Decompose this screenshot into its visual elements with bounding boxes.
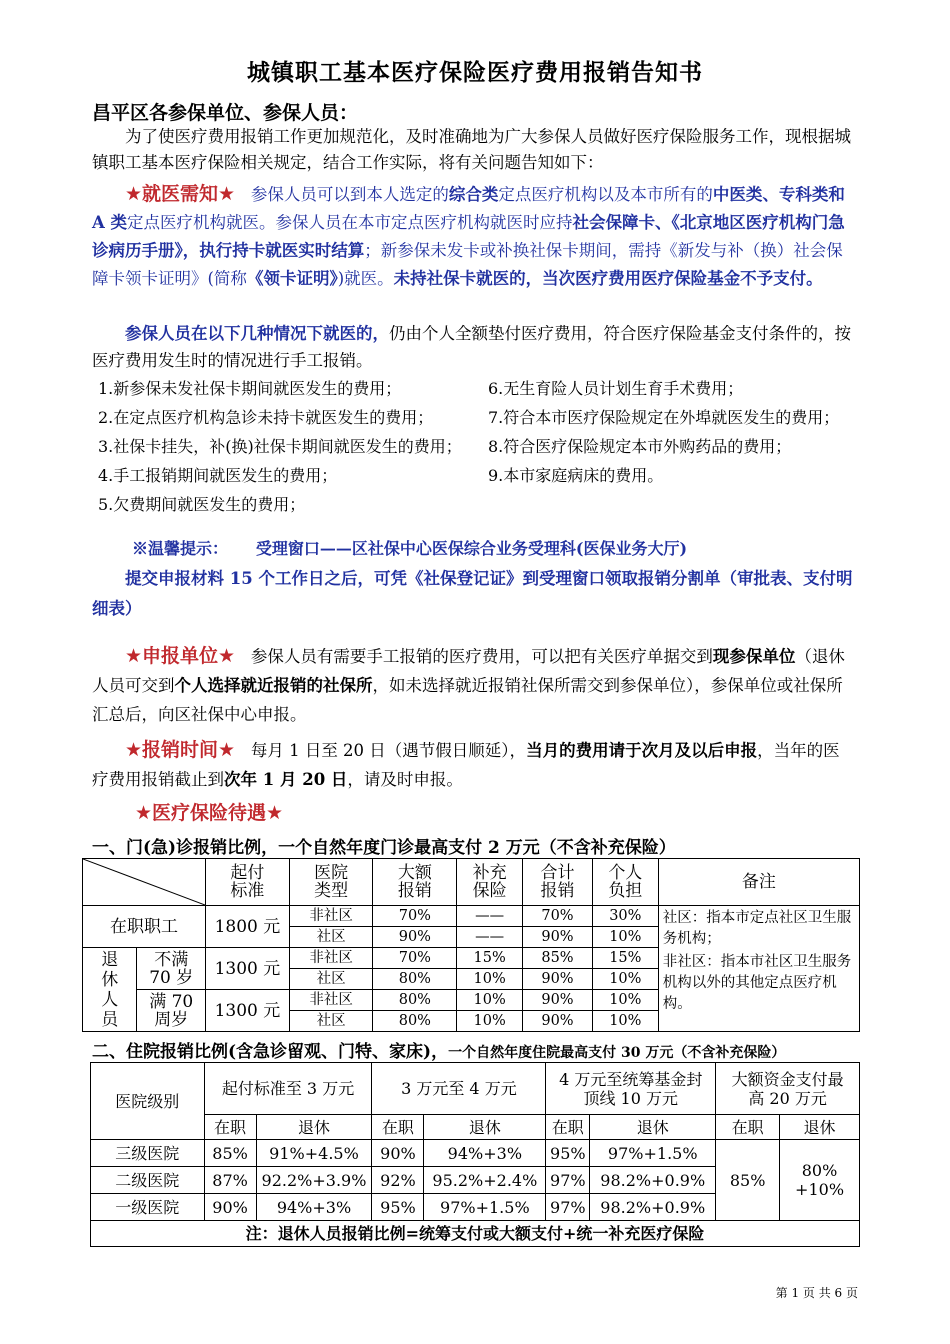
medical-notice-paragraph: ★就医需知★ 参保人员可以到本人选定的综合类定点医疗机构以及本市所有的中医类、专科类和 A 类定点医疗机构就医。参保人员在本市定点医疗机构就医时应持社会保障卡、《北京地区医疗机构门急诊病历手册》，执行持卡就医实时结算；新参保未发卡或补换社保卡期间，需持《新发与补（换）社会保障卡领卡证明》(简称《领卡证明》)就医。未持社保卡就医的，当次医疗费用医疗保险基金不予支付。 (92, 183, 845, 288)
manual-reimburse-paragraph: 参保人员在以下几种情况下就医的，仍由个人全额垫付医疗费用，符合医疗保险基金支付条件的，按医疗费用发生时的情况进行手工报销。 (92, 324, 851, 370)
level-header: 医院级别 (91, 1063, 205, 1140)
report-unit-paragraph: ★申报单位★ 参保人员有需要手工报销的医疗费用，可以把有关医疗单据交到现参保单位（退休人员可交到个人选择就近报销的社保所，如未选择就近报销社保所需交到参保单位），参保单位或社保所汇总后，向区社保中心申报。 (92, 645, 845, 724)
table-row: 一级医院 90% 94%+3% 95% 97%+1.5% 97% 98.2%+0.9% (91, 1194, 860, 1221)
note-cell (658, 906, 859, 1032)
page-number: 第 1 页 共 6 页 (775, 1286, 858, 1300)
tip-window: 受理窗口——区社保中心医保综合业务受理科(医保业务大厅) (255, 539, 688, 558)
band-header: 起付标准至 3 万元 (204, 1063, 372, 1115)
col-header: 备注 (658, 859, 859, 906)
salutation: 昌平区各参保单位、参保人员： (92, 102, 359, 124)
report-time-heading: ★报销时间★ (125, 739, 236, 761)
band-header: 大额资金支付最高 20 万元 (716, 1063, 860, 1115)
table-row: 满 70 周岁 1300 元 非社区 80% 10% 90% 10% (83, 990, 860, 1011)
list-item: 2.在定点医疗机构急诊未持卡就医发生的费用； (98, 408, 434, 427)
table-row: 三级医院 85% 91%+4.5% 90% 94%+3% 95% 97%+1.5% 85% 80% +10% (91, 1140, 860, 1167)
tip-label: ※温馨提示： (132, 539, 229, 558)
outpatient-table (82, 858, 860, 1032)
list-item: 4.手工报销期间就医发生的费用； (98, 466, 338, 485)
table-row: 二级医院 87% 92.2%+3.9% 92% 95.2%+2.4% 97% 98.2%+0.9% (91, 1167, 860, 1194)
table-row: 社区 80% 10% 90% 10% (83, 1011, 860, 1032)
list-item: 7.符合本市医疗保险规定在外埠就医发生的费用； (488, 408, 840, 427)
diagonal-header-cell (83, 859, 206, 906)
table-row: 退 休 人 员 不满 70 岁 1300 元 非社区 70% 15% 85% 15% (83, 948, 860, 969)
note-community: 社区：指本市定点社区卫生服务机构； (662, 910, 852, 947)
table-row: 社区 90% —— 90% 10% (83, 927, 860, 948)
cases-right-list (488, 374, 839, 490)
list-item: 1.新参保未发社保卡期间就医发生的费用； (98, 379, 402, 398)
col-header: 合计 报销 (523, 859, 593, 906)
big-fund-work: 85% (716, 1140, 780, 1221)
band-header: 3 万元至 4 万元 (372, 1063, 546, 1115)
benefit-heading: ★医疗保险待遇★ (135, 802, 284, 824)
report-unit-heading: ★申报单位★ (125, 645, 236, 667)
col-header: 大额 报销 (373, 859, 457, 906)
list-item: 5.欠费期间就医发生的费用； (98, 495, 306, 514)
col-header: 医院 类型 (289, 859, 373, 906)
tip-line (132, 536, 687, 559)
col-header: 补充 保险 (457, 859, 523, 906)
list-item: 8.符合医疗保险规定本市外购药品的费用； (488, 437, 792, 456)
table-row: 在职职工 1800 元 非社区 70% —— 70% 30% 社区：指本市定点社区卫生服务机构； 非社区：指本市社区卫生服务机构以外的其他定点医疗机构。 (83, 906, 860, 927)
cases-left-list (98, 374, 462, 519)
inpatient-table: 医院级别 起付标准至 3 万元 3 万元至 4 万元 4 万元至统筹基金封顶线 10 万元 大额资金支付最高 20 万元 在职 退休 在职 退休 在职 退休 在职 退休 三级医院 85% 91%+4.5% 90% 94%+3% 95% 97%+1.5% 85% 80% +10% 二级医院 87% 92.2%+3.9% 92% 95.2%+2.4% 97% 98.2%+0.9% 一级医院 90% 94%+3% 95% 97%+1.5% 97% 98.2%+0.9% 注：退休人员报销比例=统筹支付或大额支付+统一补充医疗保险 (90, 1062, 860, 1247)
inpatient-caption: 二、住院报销比例(含急诊留观、门特、家床)，一个自然年度住院最高支付 30 万元（不含补充保险） (92, 1042, 786, 1062)
list-item: 3.社保卡挂失，补(换)社保卡期间就医发生的费用； (98, 437, 462, 456)
note-non-community: 非社区：指本市社区卫生服务机构以外的其他定点医疗机构。 (662, 954, 852, 1012)
diagonal-line (83, 859, 205, 905)
table-note: 注：退休人员报销比例=统筹支付或大额支付+统一补充医疗保险 (91, 1221, 860, 1247)
col-header: 起付 标准 (206, 859, 290, 906)
intro-paragraph: 为了使医疗费用报销工作更加规范化，及时准确地为广大参保人员做好医疗保险服务工作，现根据城镇职工基本医疗保险相关规定，结合工作实际，将有关问题告知如下： (92, 127, 851, 172)
outpatient-caption: 一、门(急)诊报销比例，一个自然年度门诊最高支付 2 万元（不含补充保险） (92, 838, 676, 858)
col-header: 个人 负担 (592, 859, 658, 906)
table-row: 社区 80% 10% 90% 10% (83, 969, 860, 990)
list-item: 6.无生育险人员计划生育手术费用； (488, 379, 744, 398)
report-time-paragraph: ★报销时间★ 每月 1 日至 20 日（遇节假日顺延），当月的费用请于次月及以后申报，当年的医疗费用报销截止到次年 1 月 20 日，请及时申报。 (92, 739, 840, 789)
medical-notice-heading: ★就医需知★ (125, 183, 236, 205)
band-header: 4 万元至统筹基金封顶线 10 万元 (546, 1063, 716, 1115)
tip-text: 提交申报材料 15 个工作日之后，可凭《社保登记证》到受理窗口领取报销分割单（审批表、支付明细表） (92, 569, 853, 618)
big-fund-retire: 80% +10% (780, 1140, 860, 1221)
page-title: 城镇职工基本医疗保险医疗费用报销告知书 (247, 59, 703, 86)
list-item: 9.本市家庭病床的费用。 (488, 466, 664, 485)
